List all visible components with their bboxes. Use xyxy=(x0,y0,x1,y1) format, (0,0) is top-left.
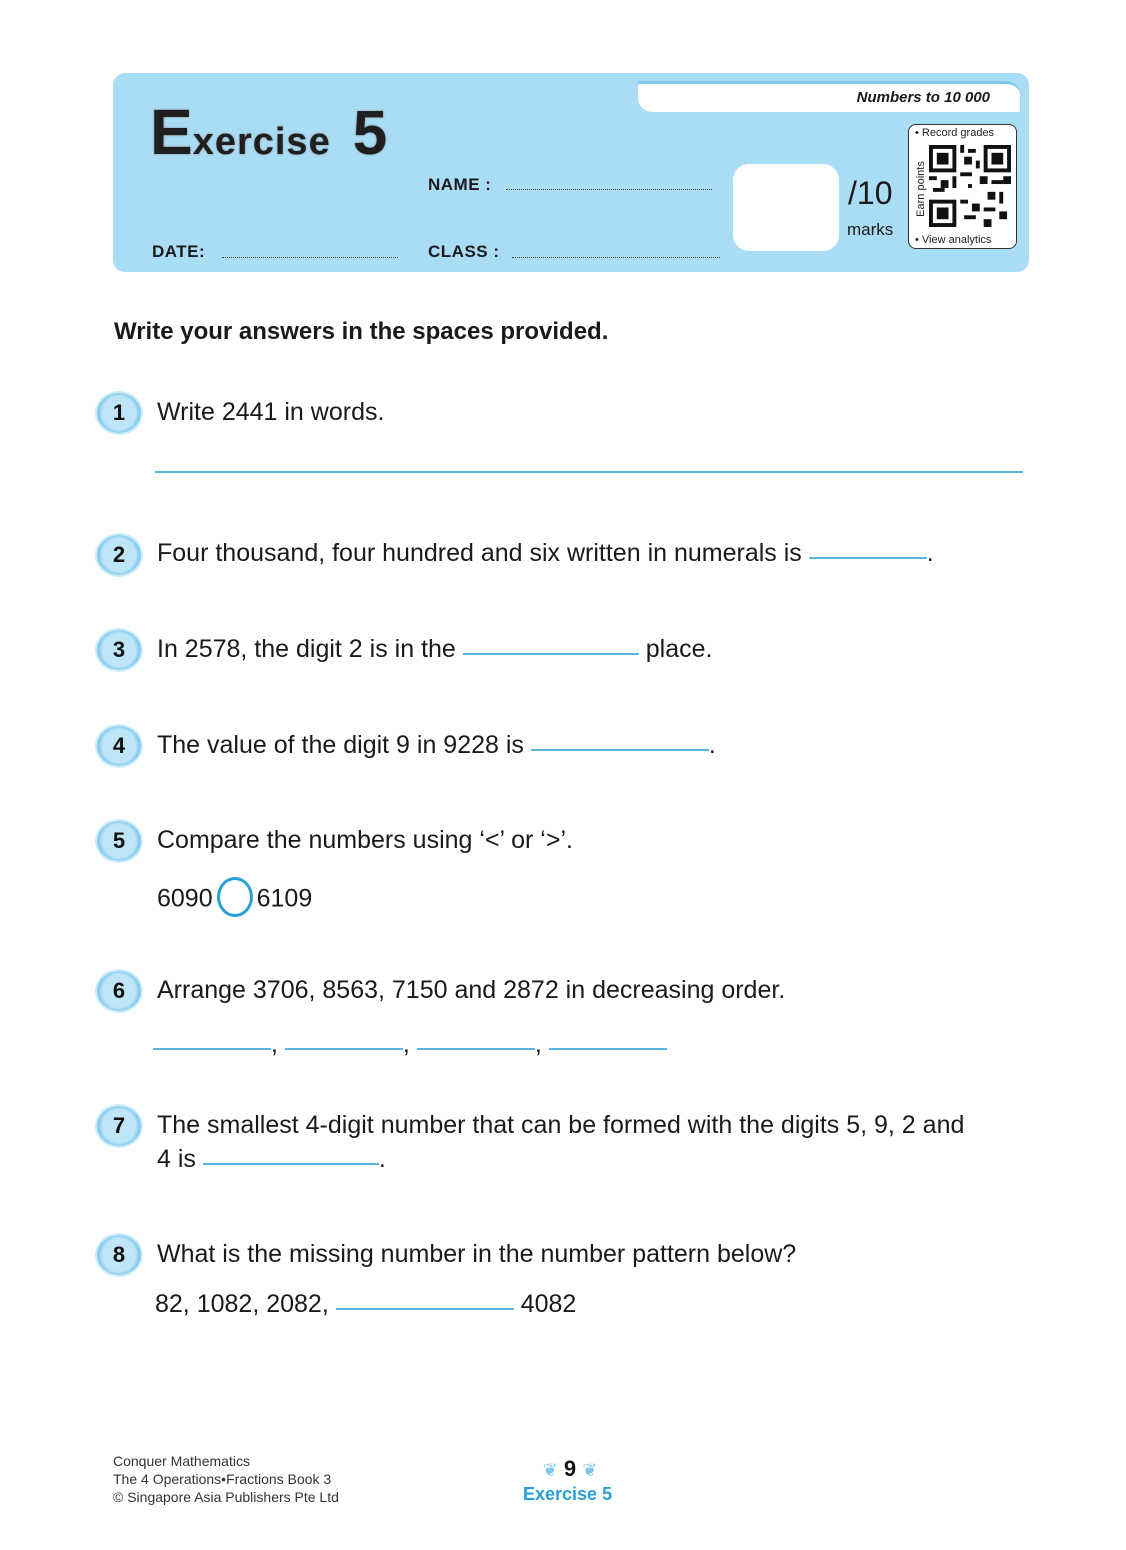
qr-code-icon xyxy=(929,145,1011,227)
question-3: In 2578, the digit 2 is in the place. xyxy=(157,635,713,663)
exercise-title: Exercise 5 xyxy=(150,96,388,168)
question-4-text: The value of the digit 9 in 9228 is xyxy=(157,731,524,759)
qr-top-text: • Record grades xyxy=(915,127,995,139)
question-3-answer-line[interactable] xyxy=(463,653,639,655)
question-7-text: The smallest 4-digit number that can be formed with the digits 5, 9, 2 and xyxy=(157,1111,965,1139)
question-7-answer-line[interactable] xyxy=(203,1163,379,1165)
question-number-badge: 4 xyxy=(97,726,141,766)
question-4: The value of the digit 9 in 9228 is . xyxy=(157,731,716,759)
instruction-text: Write your answers in the spaces provided. xyxy=(114,318,609,345)
leaf-right-icon: ❦ xyxy=(582,1460,598,1480)
compare-right-value: 6109 xyxy=(256,884,313,913)
question-2-text: Four thousand, four hundred and six written in numerals is xyxy=(157,539,802,567)
question-1-text: Write 2441 in words. xyxy=(157,398,385,426)
leaf-left-icon: ❦ xyxy=(542,1460,558,1480)
qr-bottom-text: • View analytics xyxy=(915,234,992,246)
question-2-answer-line[interactable] xyxy=(809,557,927,559)
footer-exercise-label: Exercise 5 xyxy=(523,1484,613,1504)
name-field[interactable] xyxy=(506,189,712,190)
compare-left-value: 6090 xyxy=(157,884,213,913)
date-label: DATE: xyxy=(152,242,206,261)
question-number-badge: 6 xyxy=(97,971,141,1011)
question-8-answer-line[interactable] xyxy=(336,1308,514,1310)
question-6-answers: , , , xyxy=(153,1030,667,1059)
question-1-answer-line[interactable] xyxy=(155,471,1023,473)
question-number-badge: 7 xyxy=(97,1106,141,1146)
score-total: /10 xyxy=(848,175,893,211)
score-unit: marks xyxy=(847,220,894,239)
question-8-pattern: 82, 1082, 2082, 4082 xyxy=(155,1290,577,1318)
question-5-text: Compare the numbers using ‘<’ or ‘>’. xyxy=(157,826,573,854)
question-number-badge: 1 xyxy=(97,393,141,433)
compare-answer-circle[interactable] xyxy=(217,877,253,917)
question-2: Four thousand, four hundred and six written in numerals is . xyxy=(157,539,934,567)
question-6-answer-line-2[interactable] xyxy=(285,1048,403,1050)
class-field[interactable] xyxy=(512,257,720,258)
date-field[interactable] xyxy=(222,257,398,258)
question-number-badge: 2 xyxy=(97,535,141,575)
page-number: ❦ 9 ❦ xyxy=(542,1456,598,1481)
question-number-badge: 5 xyxy=(97,821,141,861)
question-8-text: What is the missing number in the number pattern below? xyxy=(157,1240,797,1268)
qr-side-text: Earn points xyxy=(914,161,927,217)
name-label: NAME : xyxy=(428,175,492,194)
topic-label: Numbers to 10 000 xyxy=(856,89,990,106)
question-6-answer-line-3[interactable] xyxy=(417,1048,535,1050)
exercise-number: 5 xyxy=(352,99,388,168)
class-label: CLASS : xyxy=(428,242,500,261)
question-number-badge: 8 xyxy=(97,1235,141,1275)
topic-tab xyxy=(638,81,1020,112)
question-6-answer-line-1[interactable] xyxy=(153,1048,271,1050)
qr-card[interactable] xyxy=(908,124,1017,249)
question-7-line2: 4 is . xyxy=(157,1145,386,1173)
question-6-answer-line-4[interactable] xyxy=(549,1048,667,1050)
question-number-badge: 3 xyxy=(97,630,141,670)
question-4-answer-line[interactable] xyxy=(531,749,709,751)
question-6-text: Arrange 3706, 8563, 7150 and 2872 in decreasing order. xyxy=(157,976,786,1004)
score-box[interactable] xyxy=(733,164,839,251)
question-5-compare xyxy=(157,880,312,920)
footer-publisher-info: Conquer Mathematics The 4 Operations•Fractions Book 3 © Singapore Asia Publishers Pte Ltd xyxy=(113,1453,339,1505)
question-3-text: In 2578, the digit 2 is in the xyxy=(157,635,456,663)
